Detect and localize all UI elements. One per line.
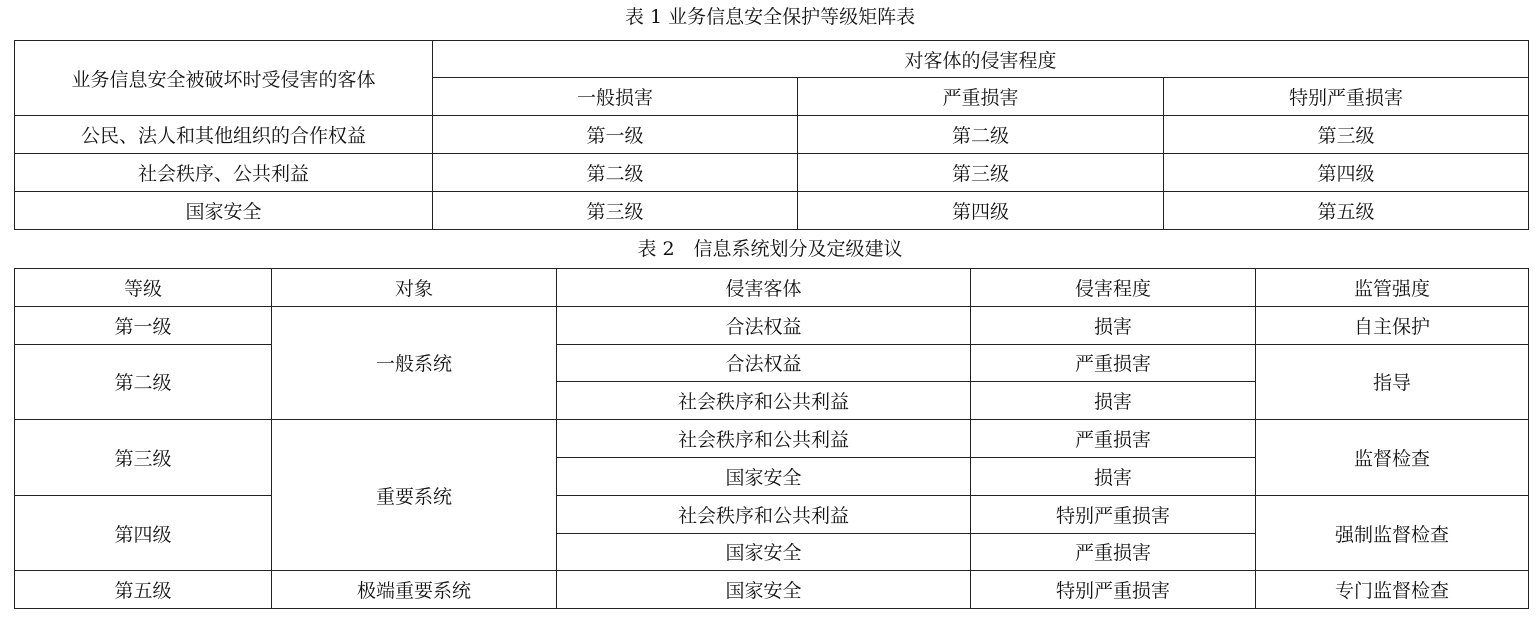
victim-cell: 国家安全 <box>557 571 971 609</box>
column-header: 侵害程度 <box>971 269 1256 307</box>
level-cell: 第四级 <box>1164 154 1529 192</box>
object-cell: 国家安全 <box>15 192 433 230</box>
supervision-cell: 自主保护 <box>1256 306 1529 344</box>
degree-header: 严重损害 <box>798 78 1164 116</box>
level-cell: 第二级 <box>433 154 798 192</box>
level-cell: 第三级 <box>798 154 1164 192</box>
level-cell: 第四级 <box>798 192 1164 230</box>
table-row <box>15 495 1529 533</box>
object-cell: 重要系统 <box>272 420 557 571</box>
level-cell: 第五级 <box>15 571 272 609</box>
victim-cell: 社会秩序和公共利益 <box>557 382 971 420</box>
table1-caption: 表 1 业务信息安全保护等级矩阵表 <box>624 6 916 28</box>
level-cell: 第五级 <box>1164 192 1529 230</box>
object-cell: 一般系统 <box>272 306 557 419</box>
supervision-cell: 强制监督检查 <box>1256 495 1529 571</box>
level-cell: 第二级 <box>15 344 272 420</box>
table-row <box>15 154 1529 192</box>
victim-cell: 社会秩序和公共利益 <box>557 495 971 533</box>
object-cell: 极端重要系统 <box>272 571 557 609</box>
degree-header: 特别严重损害 <box>1164 78 1529 116</box>
protection-level-matrix-table <box>14 40 1529 230</box>
degree-cell: 损害 <box>971 382 1256 420</box>
supervision-cell: 监督检查 <box>1256 420 1529 496</box>
degree-cell: 损害 <box>971 306 1256 344</box>
column-header: 侵害客体 <box>557 269 971 307</box>
object-cell: 公民、法人和其他组织的合作权益 <box>15 116 433 154</box>
degree-cell: 严重损害 <box>971 533 1256 571</box>
level-cell: 第二级 <box>798 116 1164 154</box>
object-column-header: 业务信息安全被破坏时受侵害的客体 <box>15 41 433 116</box>
degree-cell: 严重损害 <box>971 344 1256 382</box>
level-cell: 第三级 <box>15 420 272 496</box>
column-header: 监管强度 <box>1256 269 1529 307</box>
victim-cell: 国家安全 <box>557 457 971 495</box>
object-cell: 社会秩序、公共利益 <box>15 154 433 192</box>
degree-cell: 损害 <box>971 457 1256 495</box>
victim-cell: 国家安全 <box>557 533 971 571</box>
level-cell: 第一级 <box>433 116 798 154</box>
level-cell: 第三级 <box>433 192 798 230</box>
table2-caption: 表 2 信息系统划分及定级建议 <box>637 238 903 260</box>
victim-cell: 社会秩序和公共利益 <box>557 420 971 458</box>
table-header-row <box>15 41 1529 78</box>
level-cell: 第四级 <box>15 495 272 571</box>
table-row <box>15 420 1529 458</box>
degree-header: 一般损害 <box>433 78 798 116</box>
table-row <box>15 192 1529 230</box>
column-header: 等级 <box>15 269 272 307</box>
degree-cell: 特别严重损害 <box>971 495 1256 533</box>
level-cell: 第一级 <box>15 306 272 344</box>
victim-cell: 合法权益 <box>557 344 971 382</box>
level-cell: 第三级 <box>1164 116 1529 154</box>
degree-group-header: 对客体的侵害程度 <box>433 41 1529 78</box>
table-row <box>15 116 1529 154</box>
table-row <box>15 344 1529 382</box>
table-row <box>15 306 1529 344</box>
supervision-cell: 指导 <box>1256 344 1529 420</box>
column-header: 对象 <box>272 269 557 307</box>
table-header-row <box>15 269 1529 307</box>
supervision-cell: 专门监督检查 <box>1256 571 1529 609</box>
system-classification-table <box>14 268 1529 609</box>
table-row <box>15 571 1529 609</box>
victim-cell: 合法权益 <box>557 306 971 344</box>
degree-cell: 特别严重损害 <box>971 571 1256 609</box>
degree-cell: 严重损害 <box>971 420 1256 458</box>
